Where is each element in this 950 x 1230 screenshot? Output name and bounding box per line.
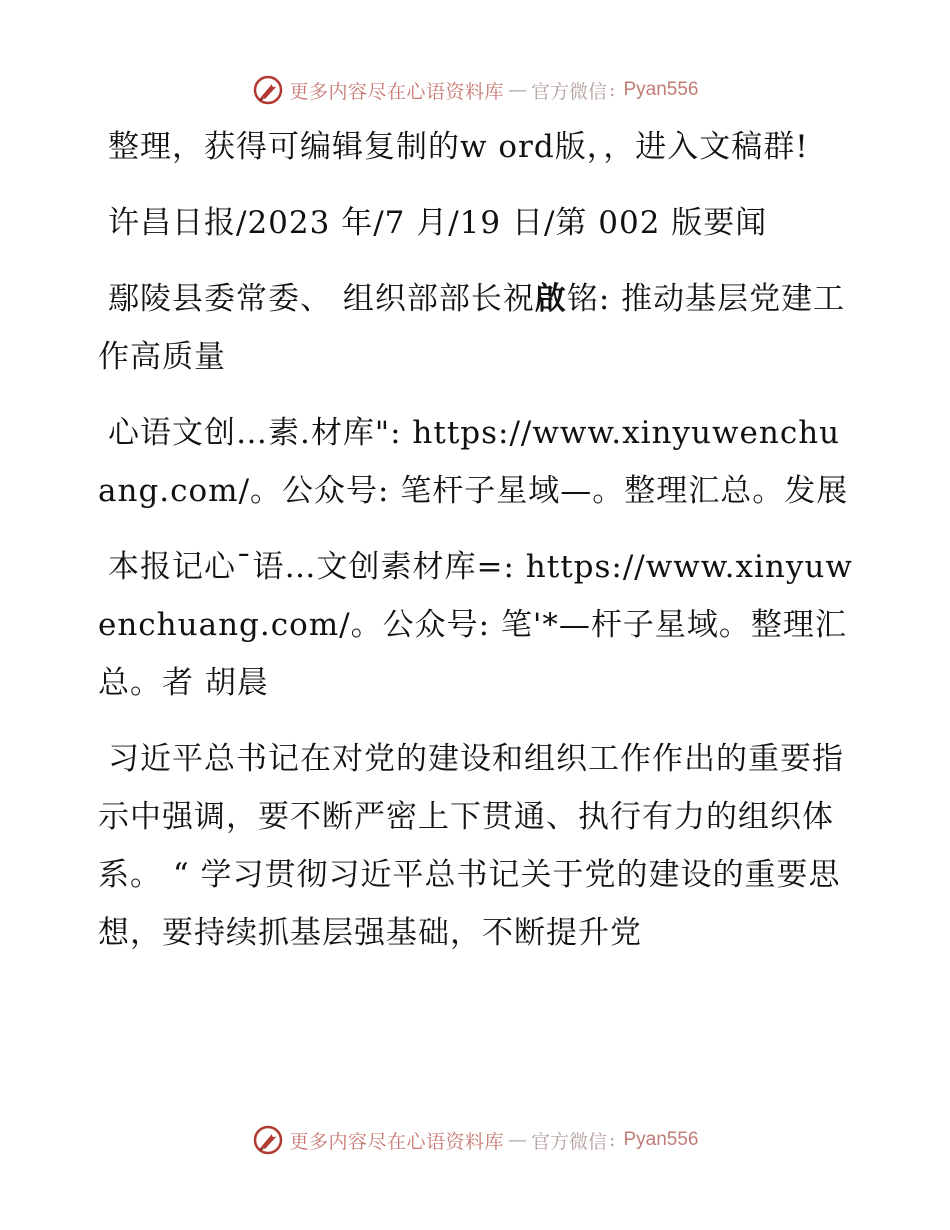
document-body: [98, 118, 858, 980]
banner-brand-text: 更多内容尽在心语资料库: [289, 80, 505, 103]
banner-account: Pyan556: [623, 79, 699, 100]
paragraph-source: 许昌日报/2023 年/7 月/19 日/第 002 版要闻: [108, 205, 768, 241]
paragraph-headline: [98, 270, 858, 386]
pen-logo-icon: [252, 1124, 284, 1156]
banner-wechat-label: 官方微信: [531, 80, 608, 103]
banner-dash: —: [508, 79, 528, 101]
headline-part-2: 啟: [534, 281, 567, 317]
paragraph-reporter: 本报记心¯语…文创素材库=: https://www.xinyuwenchuang.com/。公众号: 笔'*—杆子星域。整理汇总。者 胡晨: [98, 549, 853, 701]
banner-brand-text: 更多内容尽在心语资料库: [289, 1130, 505, 1153]
banner-separator: :: [609, 79, 616, 101]
headline-part-3: 铭: 推动基层党建工作高质量: [98, 281, 846, 375]
banner-wechat-label: 官方微信: [531, 1130, 608, 1153]
paragraph-intro: 整理，获得可编辑复制的w ord版，，进入文稿群!: [108, 129, 809, 165]
banner-dash: —: [508, 1129, 528, 1151]
paragraph-watermark-1: 心语文创…素.材库": https://www.xinyuwenchuang.com/。公众号: 笔杆子星域—。整理汇总。发展: [98, 415, 849, 509]
pen-logo-icon: [252, 74, 284, 106]
footer-banner: [0, 1122, 950, 1158]
headline-part-1: 鄢陵县委常委、 组织部部长祝: [108, 281, 535, 317]
banner-separator: :: [609, 1129, 616, 1151]
banner-account: Pyan556: [623, 1129, 699, 1150]
header-banner: [0, 72, 950, 108]
paragraph-body: 习近平总书记在对党的建设和组织工作作出的重要指示中强调，要不断严密上下贯通、执行有力的组织体系。 “ 学习贯彻习近平总书记关于党的建设的重要思想，要持续抓基层强基础，不断提升党: [98, 741, 844, 951]
